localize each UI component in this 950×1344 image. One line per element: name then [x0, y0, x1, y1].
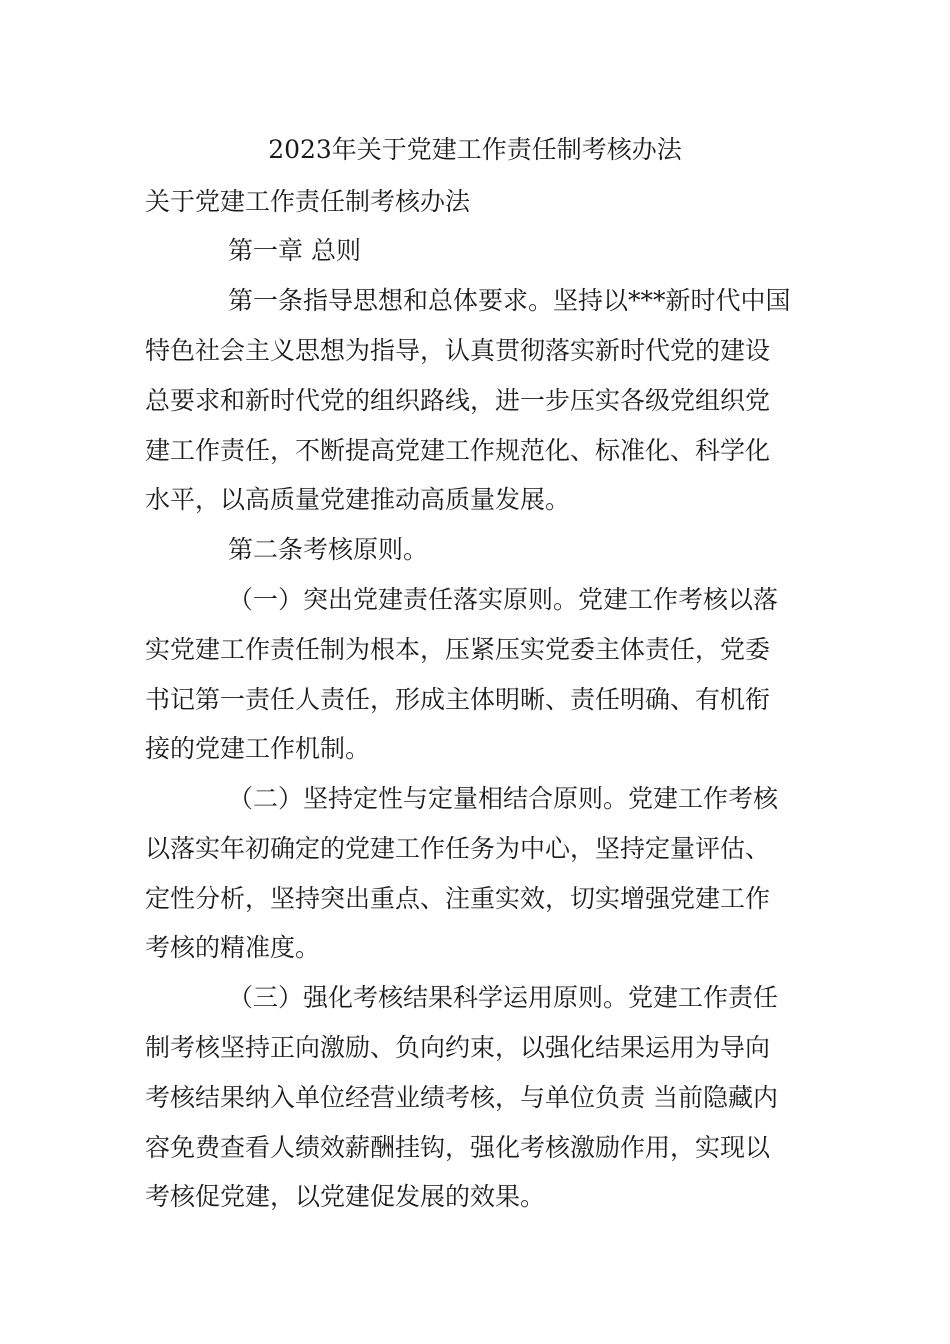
paragraph-line: 实党建工作责任制为根本，压紧压实党委主体责任，党委 — [145, 635, 771, 664]
chapter-heading: 第一章 总则 — [228, 236, 361, 265]
paragraph-line: 特色社会主义思想为指导，认真贯彻落实新时代党的建设 — [145, 336, 771, 365]
section-heading: 第二条考核原则。 — [228, 535, 429, 564]
paragraph-line: 水平，以高质量党建推动高质量发展。 — [145, 485, 571, 514]
paragraph-line: 接的党建工作机制。 — [145, 734, 371, 763]
document-title: 2023年关于党建工作责任制考核办法 — [268, 135, 682, 164]
paragraph-line: 第一条指导思想和总体要求。坚持以***新时代中国 — [228, 286, 791, 315]
paragraph-line: 考核促党建，以党建促发展的效果。 — [145, 1182, 546, 1211]
paragraph-line: 考核结果纳入单位经营业绩考核，与单位负责 当前隐藏内 — [145, 1083, 778, 1112]
paragraph-line: 容免费查看人绩效薪酬挂钩，强化考核激励作用，实现以 — [145, 1133, 771, 1162]
document-subtitle: 关于党建工作责任制考核办法 — [145, 187, 471, 216]
paragraph-line: 考核的精准度。 — [145, 933, 321, 962]
paragraph-line: 定性分析，坚持突出重点、注重实效，切实增强党建工作 — [145, 884, 771, 913]
paragraph-line: 制考核坚持正向激励、负向约束，以强化结果运用为导向 — [145, 1033, 771, 1062]
paragraph-line: 以落实年初确定的党建工作任务为中心，坚持定量评估、 — [145, 834, 771, 863]
paragraph-line: 书记第一责任人责任，形成主体明晰、责任明确、有机衔 — [145, 685, 771, 714]
paragraph-line: 建工作责任，不断提高党建工作规范化、标准化、科学化 — [145, 436, 771, 465]
paragraph-line: （三）强化考核结果科学运用原则。党建工作责任 — [228, 983, 779, 1012]
paragraph-line: 总要求和新时代党的组织路线，进一步压实各级党组织党 — [145, 386, 771, 415]
paragraph-line: （二）坚持定性与定量相结合原则。党建工作考核 — [228, 784, 779, 813]
paragraph-line: （一）突出党建责任落实原则。党建工作考核以落 — [228, 585, 779, 614]
